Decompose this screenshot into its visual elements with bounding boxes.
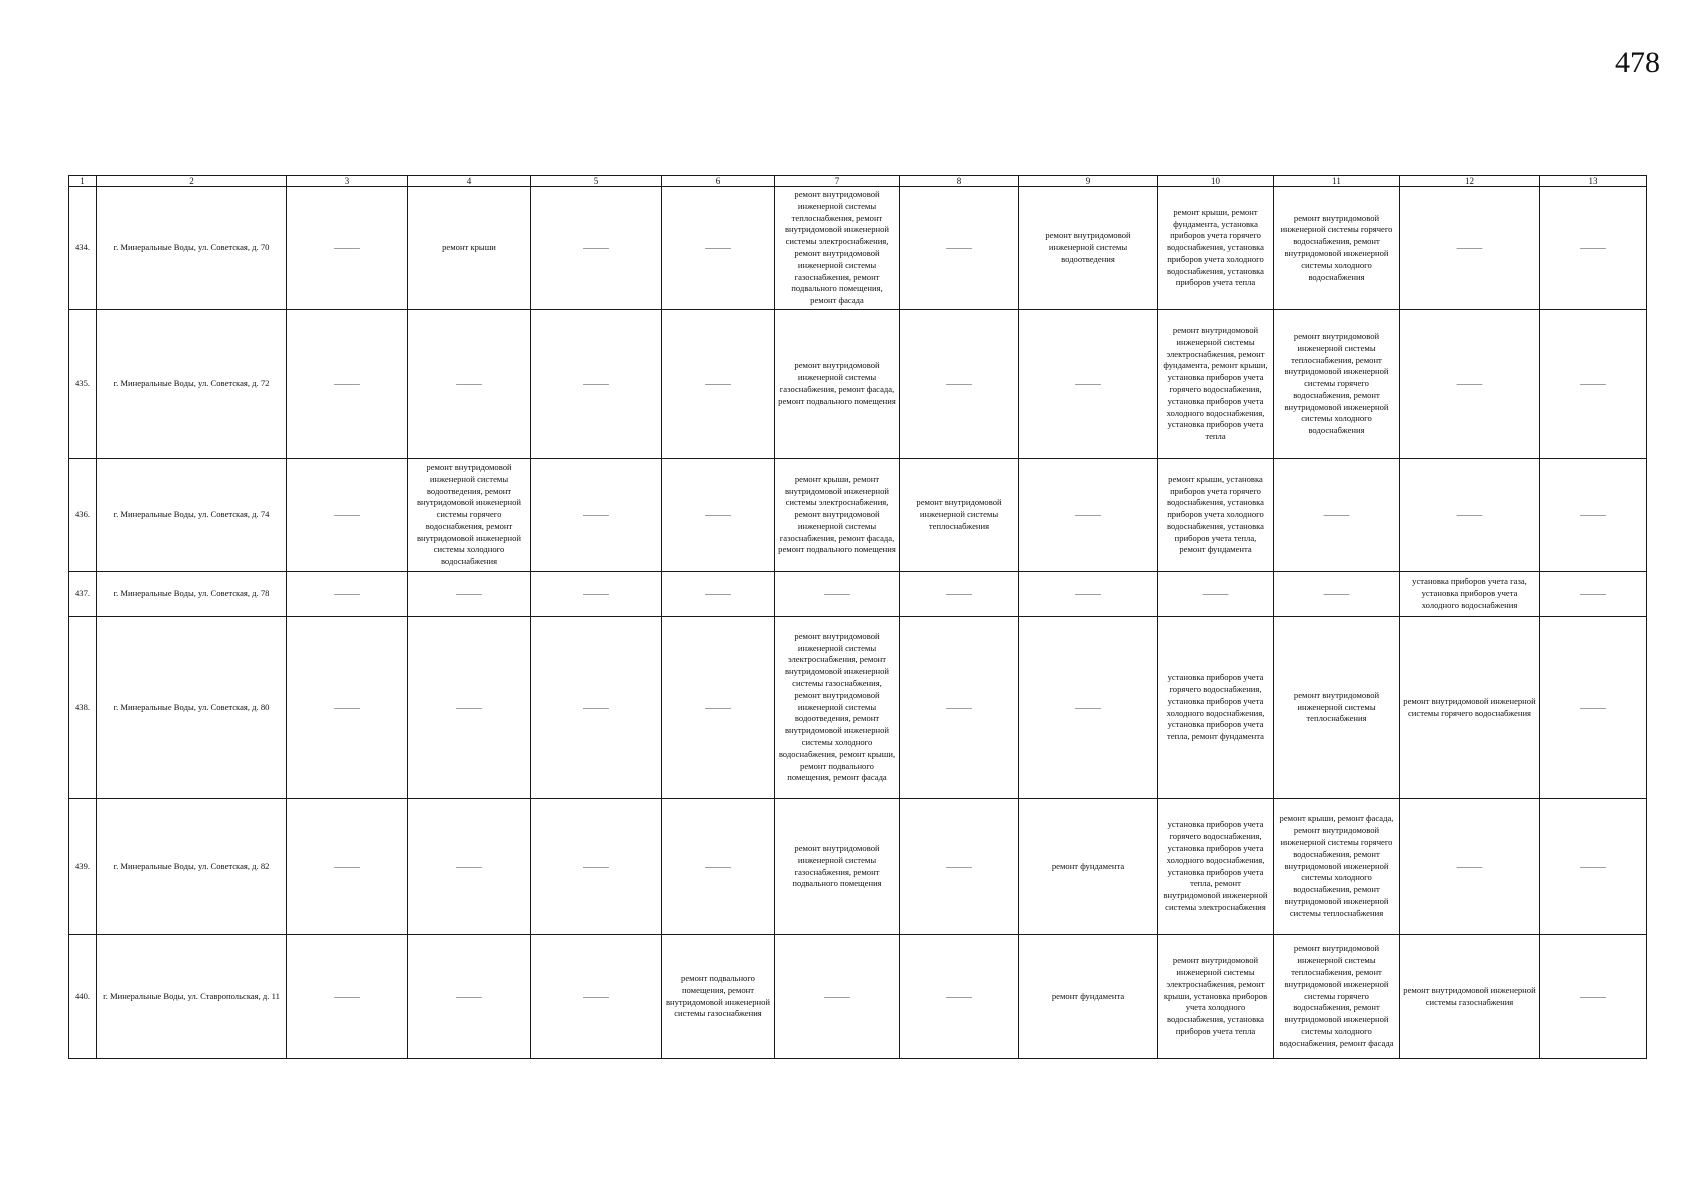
- work-cell-c4: ремонт крыши: [408, 187, 531, 310]
- work-cell-c3: ———: [287, 617, 408, 799]
- row-number: 439.: [69, 799, 97, 935]
- work-cell-c13: ———: [1540, 187, 1647, 310]
- table-row: [69, 617, 1647, 799]
- work-cell-c13: ———: [1540, 459, 1647, 572]
- work-cell-c6: ———: [662, 572, 775, 617]
- column-number: 2: [97, 176, 287, 187]
- work-cell-c5: ———: [531, 799, 662, 935]
- work-cell-c6: ———: [662, 187, 775, 310]
- work-cell-c3: ———: [287, 799, 408, 935]
- work-cell-c7: ———: [775, 935, 900, 1059]
- table-row: [69, 187, 1647, 310]
- work-cell-c5: ———: [531, 617, 662, 799]
- work-cell-c8: ———: [900, 935, 1019, 1059]
- table-row: [69, 799, 1647, 935]
- work-cell-c8: ремонт внутридомовой инженерной системы теплоснабжения: [900, 459, 1019, 572]
- work-cell-c5: ———: [531, 187, 662, 310]
- work-cell-c13: ———: [1540, 617, 1647, 799]
- work-cell-c7: ремонт крыши, ремонт внутридомовой инженерной системы электроснабжения, ремонт внутридомовой инженерной системы газоснабжения, ремонт фасада, ремонт подвального помещения: [775, 459, 900, 572]
- column-number-row: [69, 176, 1647, 187]
- work-cell-c8: ———: [900, 617, 1019, 799]
- column-number: 12: [1400, 176, 1540, 187]
- work-cell-c7: ———: [775, 572, 900, 617]
- row-number: 436.: [69, 459, 97, 572]
- work-cell-c11: ремонт крыши, ремонт фасада, ремонт внутридомовой инженерной системы горячего водоснабжения, ремонт внутридомовой инженерной системы холодного водоснабжения, ремонт внутридомовой инженерной системы теплоснабжения: [1274, 799, 1400, 935]
- work-cell-c5: ———: [531, 310, 662, 459]
- row-number: 440.: [69, 935, 97, 1059]
- work-cell-c4: ———: [408, 799, 531, 935]
- work-cell-c7: ремонт внутридомовой инженерной системы теплоснабжения, ремонт внутридомовой инженерной системы электроснабжения, ремонт внутридомовой инженерной системы газоснабжения, ремонт подвального помещения, ремонт фасада: [775, 187, 900, 310]
- work-cell-c4: ремонт внутридомовой инженерной системы водоотведения, ремонт внутридомовой инженерной системы горячего водоснабжения, ремонт внутридомовой инженерной системы холодного водоснабжения: [408, 459, 531, 572]
- work-cell-c6: ———: [662, 310, 775, 459]
- work-cell-c7: ремонт внутридомовой инженерной системы газоснабжения, ремонт фасада, ремонт подвального помещения: [775, 310, 900, 459]
- work-cell-c5: ———: [531, 572, 662, 617]
- work-cell-c6: ———: [662, 617, 775, 799]
- column-number: 5: [531, 176, 662, 187]
- work-cell-c8: ———: [900, 310, 1019, 459]
- address-cell: г. Минеральные Воды, ул. Советская, д. 82: [97, 799, 287, 935]
- work-cell-c8: ———: [900, 572, 1019, 617]
- work-cell-c11: ———: [1274, 572, 1400, 617]
- work-cell-c3: ———: [287, 310, 408, 459]
- work-cell-c8: ———: [900, 799, 1019, 935]
- column-number: 4: [408, 176, 531, 187]
- row-number: 434.: [69, 187, 97, 310]
- work-cell-c11: ремонт внутридомовой инженерной системы теплоснабжения: [1274, 617, 1400, 799]
- work-cell-c10: ремонт внутридомовой инженерной системы электроснабжения, ремонт крыши, установка приборов учета холодного водоснабжения, установка приборов учета тепла: [1158, 935, 1274, 1059]
- work-cell-c9: ———: [1019, 572, 1158, 617]
- work-cell-c3: ———: [287, 572, 408, 617]
- address-cell: г. Минеральные Воды, ул. Советская, д. 74: [97, 459, 287, 572]
- work-cell-c4: ———: [408, 310, 531, 459]
- table-row: [69, 572, 1647, 617]
- column-number: 13: [1540, 176, 1647, 187]
- repair-schedule-table: [68, 175, 1647, 1059]
- work-cell-c5: ———: [531, 935, 662, 1059]
- work-cell-c3: ———: [287, 459, 408, 572]
- work-cell-c4: ———: [408, 572, 531, 617]
- work-cell-c9: ремонт фундамента: [1019, 799, 1158, 935]
- work-cell-c7: ремонт внутридомовой инженерной системы газоснабжения, ремонт подвального помещения: [775, 799, 900, 935]
- work-cell-c10: ремонт крыши, ремонт фундамента, установка приборов учета горячего водоснабжения, установка приборов учета холодного водоснабжения, установка приборов учета тепла: [1158, 187, 1274, 310]
- work-cell-c7: ремонт внутридомовой инженерной системы электроснабжения, ремонт внутридомовой инженерной системы газоснабжения, ремонт внутридомовой инженерной системы водоотведения, ремонт внутридомовой инженерной системы холодного водоснабжения, ремонт крыши, ремонт подвального помещения, ремонт фасада: [775, 617, 900, 799]
- work-cell-c13: ———: [1540, 799, 1647, 935]
- work-cell-c6: ремонт подвального помещения, ремонт внутридомовой инженерной системы газоснабжения: [662, 935, 775, 1059]
- work-cell-c9: ———: [1019, 617, 1158, 799]
- work-cell-c9: ———: [1019, 310, 1158, 459]
- work-cell-c10: ремонт крыши, установка приборов учета горячего водоснабжения, установка приборов учета холодного водоснабжения, установка приборов учета тепла, ремонт фундамента: [1158, 459, 1274, 572]
- work-cell-c6: ———: [662, 459, 775, 572]
- column-number: 7: [775, 176, 900, 187]
- work-cell-c11: ремонт внутридомовой инженерной системы горячего водоснабжения, ремонт внутридомовой инженерной системы холодного водоснабжения: [1274, 187, 1400, 310]
- table-row: [69, 935, 1647, 1059]
- work-cell-c12: ———: [1400, 310, 1540, 459]
- page-number: 478: [1615, 46, 1660, 79]
- work-cell-c4: ———: [408, 617, 531, 799]
- work-cell-c3: ———: [287, 187, 408, 310]
- work-cell-c9: ———: [1019, 459, 1158, 572]
- row-number: 438.: [69, 617, 97, 799]
- work-cell-c6: ———: [662, 799, 775, 935]
- work-cell-c5: ———: [531, 459, 662, 572]
- column-number: 3: [287, 176, 408, 187]
- column-number: 9: [1019, 176, 1158, 187]
- work-cell-c9: ремонт фундамента: [1019, 935, 1158, 1059]
- work-cell-c9: ремонт внутридомовой инженерной системы водоотведения: [1019, 187, 1158, 310]
- work-cell-c8: ———: [900, 187, 1019, 310]
- address-cell: г. Минеральные Воды, ул. Ставропольская, д. 11: [97, 935, 287, 1059]
- column-number: 10: [1158, 176, 1274, 187]
- work-cell-c12: ———: [1400, 799, 1540, 935]
- work-cell-c12: ———: [1400, 187, 1540, 310]
- address-cell: г. Минеральные Воды, ул. Советская, д. 80: [97, 617, 287, 799]
- column-number: 8: [900, 176, 1019, 187]
- work-cell-c12: установка приборов учета газа, установка приборов учета холодного водоснабжения: [1400, 572, 1540, 617]
- column-number: 6: [662, 176, 775, 187]
- work-cell-c12: ———: [1400, 459, 1540, 572]
- work-cell-c3: ———: [287, 935, 408, 1059]
- work-cell-c10: установка приборов учета горячего водоснабжения, установка приборов учета холодного водоснабжения, установка приборов учета тепла, ремонт фундамента: [1158, 617, 1274, 799]
- table-row: [69, 459, 1647, 572]
- work-cell-c10: ремонт внутридомовой инженерной системы электроснабжения, ремонт фундамента, ремонт крыши, установка приборов учета горячего водоснабжения, установка приборов учета холодного водоснабжения, установка приборов учета тепла: [1158, 310, 1274, 459]
- table-row: [69, 310, 1647, 459]
- work-cell-c12: ремонт внутридомовой инженерной системы горячего водоснабжения: [1400, 617, 1540, 799]
- work-cell-c13: ———: [1540, 310, 1647, 459]
- work-cell-c13: ———: [1540, 572, 1647, 617]
- row-number: 435.: [69, 310, 97, 459]
- column-number: 11: [1274, 176, 1400, 187]
- row-number: 437.: [69, 572, 97, 617]
- work-cell-c4: ———: [408, 935, 531, 1059]
- work-cell-c11: ———: [1274, 459, 1400, 572]
- address-cell: г. Минеральные Воды, ул. Советская, д. 78: [97, 572, 287, 617]
- column-number: 1: [69, 176, 97, 187]
- work-cell-c10: ———: [1158, 572, 1274, 617]
- work-cell-c11: ремонт внутридомовой инженерной системы теплоснабжения, ремонт внутридомовой инженерной системы горячего водоснабжения, ремонт внутридомовой инженерной системы холодного водоснабжения: [1274, 310, 1400, 459]
- work-cell-c11: ремонт внутридомовой инженерной системы теплоснабжения, ремонт внутридомовой инженерной системы горячего водоснабжения, ремонт внутридомовой инженерной системы холодного водоснабжения, ремонт фасада: [1274, 935, 1400, 1059]
- work-cell-c13: ———: [1540, 935, 1647, 1059]
- address-cell: г. Минеральные Воды, ул. Советская, д. 70: [97, 187, 287, 310]
- work-cell-c10: установка приборов учета горячего водоснабжения, установка приборов учета холодного водоснабжения, установка приборов учета тепла, ремонт внутридомовой инженерной системы электроснабжения: [1158, 799, 1274, 935]
- address-cell: г. Минеральные Воды, ул. Советская, д. 72: [97, 310, 287, 459]
- work-cell-c12: ремонт внутридомовой инженерной системы газоснабжения: [1400, 935, 1540, 1059]
